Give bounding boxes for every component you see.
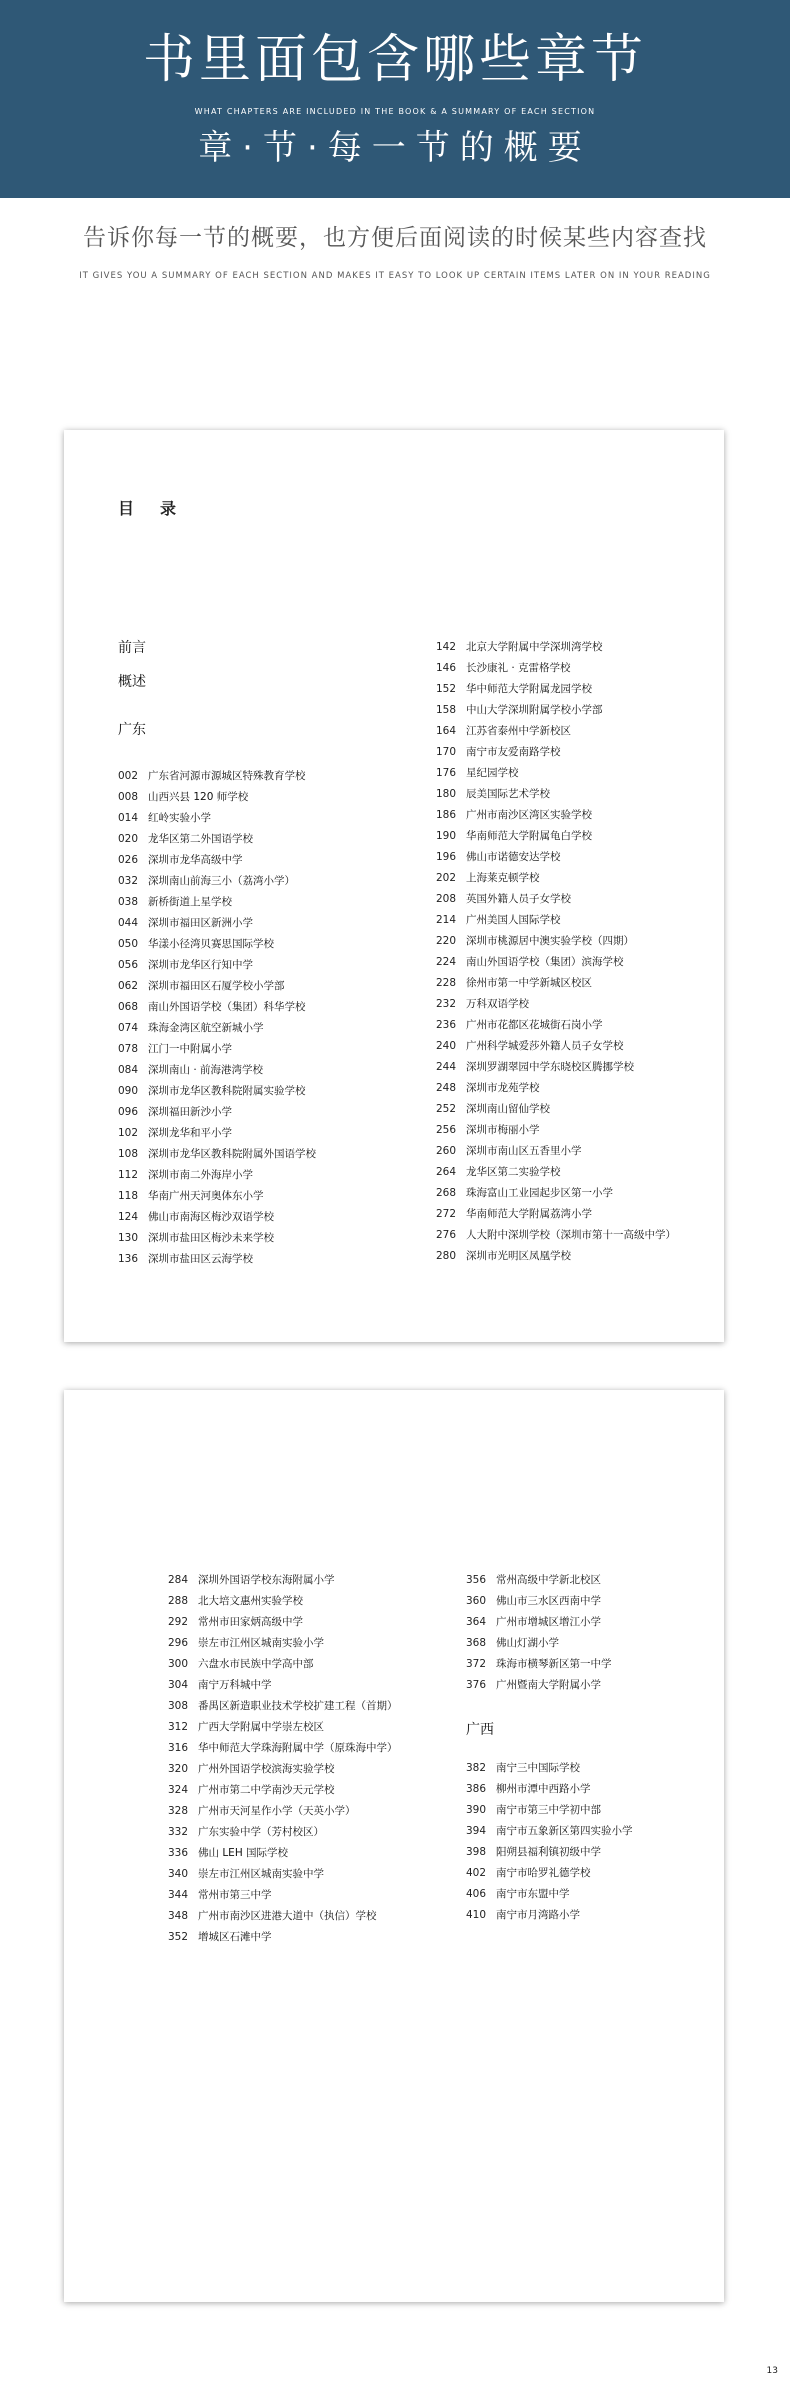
- toc-entry-page-number: 170: [436, 746, 457, 758]
- toc-entry-title: 南宁市五象新区第四实验小学: [496, 1825, 633, 1837]
- toc-entry-page-number: 026: [118, 854, 139, 866]
- toc-entry: [118, 976, 316, 997]
- banner-tagline: 章·节·每一节的概要: [198, 128, 592, 168]
- toc-entry-page-number: 260: [436, 1145, 457, 1157]
- toc-entry: [118, 766, 316, 787]
- toc-entry-title: 珠海市横琴新区第一中学: [496, 1658, 612, 1670]
- toc-entry-title: 珠海富山工业园起步区第一小学: [466, 1187, 613, 1199]
- toc-entry: [466, 1842, 633, 1863]
- toc-entry: [118, 1039, 316, 1060]
- toc-entry-page-number: 074: [118, 1022, 139, 1034]
- toc-entry: [118, 1102, 316, 1123]
- toc-entry-page-number: 320: [168, 1763, 189, 1775]
- toc-entry-title: 阳朔县福利镇初级中学: [496, 1846, 601, 1858]
- toc-entry: [168, 1801, 398, 1822]
- toc-entry-title: 深圳南山 · 前海港湾学校: [148, 1064, 264, 1076]
- toc-entry-page-number: 304: [168, 1679, 189, 1691]
- toc-entry-title: 崇左市江州区城南实验小学: [198, 1637, 324, 1649]
- toc-entry-page-number: 344: [168, 1889, 189, 1901]
- toc-entry-title: 新桥街道上星学校: [148, 896, 232, 908]
- toc-overview: 概述: [118, 674, 146, 690]
- toc-entry: [436, 1078, 676, 1099]
- toc-entry-title: 辰美国际艺术学校: [466, 788, 550, 800]
- toc-entry-page-number: 300: [168, 1658, 189, 1670]
- toc-entry: [436, 847, 676, 868]
- toc-entry: [436, 1057, 676, 1078]
- toc-entry: [168, 1780, 398, 1801]
- toc-entry-title: 江苏省泰州中学新校区: [466, 725, 571, 737]
- toc-entry: [436, 931, 676, 952]
- toc-entry-title: 江门一中附属小学: [148, 1043, 232, 1055]
- toc-entry-title: 深圳外国语学校东海附属小学: [198, 1574, 335, 1586]
- toc-column-left: [118, 766, 316, 1270]
- toc-entry-page-number: 196: [436, 851, 457, 863]
- toc-entry: [118, 871, 316, 892]
- toc-entry: [436, 763, 676, 784]
- toc-entry-title: 广州外国语学校滨海实验学校: [198, 1763, 335, 1775]
- toc-entry-title: 红岭实验小学: [148, 812, 211, 824]
- toc-entry-title: 深圳龙华和平小学: [148, 1127, 232, 1139]
- toc-entry-title: 华南师范大学附属龟白学校: [466, 830, 592, 842]
- toc-page-1: [64, 430, 724, 1342]
- toc-entry-page-number: 068: [118, 1001, 139, 1013]
- toc-entry-title: 南宁市月湾路小学: [496, 1909, 580, 1921]
- toc-entry: [118, 1060, 316, 1081]
- toc-entry: [436, 994, 676, 1015]
- toc-entry-page-number: 336: [168, 1847, 189, 1859]
- toc-entry-page-number: 348: [168, 1910, 189, 1922]
- toc-entry-title: 英国外籍人员子女学校: [466, 893, 571, 905]
- toc-entry-title: 广州市增城区增江小学: [496, 1616, 601, 1628]
- toc-entry-title: 广州市南沙区湾区实验学校: [466, 809, 592, 821]
- toc-section-guangdong: 广东: [118, 722, 146, 738]
- toc-entry: [436, 1099, 676, 1120]
- toc-entry-title: 常州市第三中学: [198, 1889, 272, 1901]
- toc-preface: 前言: [118, 640, 146, 656]
- toc-entry-page-number: 402: [466, 1867, 487, 1879]
- toc-entry-title: 深圳南山留仙学校: [466, 1103, 550, 1115]
- toc-entry: [118, 892, 316, 913]
- toc-entry-page-number: 292: [168, 1616, 189, 1628]
- toc-entry-title: 南山外国语学校（集团）滨海学校: [466, 956, 624, 968]
- toc-entry-page-number: 272: [436, 1208, 457, 1220]
- toc-entry-page-number: 124: [118, 1211, 139, 1223]
- toc-entry-page-number: 214: [436, 914, 457, 926]
- toc-entry: [436, 889, 676, 910]
- toc-entry: [436, 1036, 676, 1057]
- toc-entry: [168, 1738, 398, 1759]
- toc-entry: [118, 787, 316, 808]
- toc-entry: [436, 679, 676, 700]
- intro-text-en: IT GIVES YOU A SUMMARY OF EACH SECTION AND MAKES IT EASY TO LOOK UP CERTAIN ITEMS LATER ON IN YOUR READING: [79, 271, 711, 281]
- toc-entry-page-number: 288: [168, 1595, 189, 1607]
- toc-entry-page-number: 390: [466, 1804, 487, 1816]
- intro-text: 告诉你每一节的概要，也方便后面阅读的时候某些内容查找: [83, 225, 707, 251]
- toc-entry-title: 深圳罗湖翠园中学东晓校区腾挪学校: [466, 1061, 634, 1073]
- toc-entry: [436, 637, 676, 658]
- toc-entry-title: 深圳市龙华区教科院附属外国语学校: [148, 1148, 316, 1160]
- toc-entry-title: 广州科学城爱莎外籍人员子女学校: [466, 1040, 624, 1052]
- toc-entry: [466, 1758, 633, 1779]
- toc-entry: [118, 808, 316, 829]
- toc-entry: [466, 1905, 633, 1926]
- toc-entry-title: 番禺区新造职业技术学校扩建工程（首期）: [198, 1700, 398, 1712]
- toc-entry: [466, 1633, 612, 1654]
- toc-entry-page-number: 084: [118, 1064, 139, 1076]
- toc-entry-title: 佛山 LEH 国际学校: [198, 1847, 289, 1859]
- toc-entry-title: 深圳市龙华区教科院附属实验学校: [148, 1085, 306, 1097]
- toc-entry-title: 佛山市三水区西南中学: [496, 1595, 601, 1607]
- toc-entry-title: 佛山灯湖小学: [496, 1637, 559, 1649]
- toc-entry-title: 六盘水市民族中学高中部: [198, 1658, 314, 1670]
- toc-section-guangxi: 广西: [466, 1722, 494, 1738]
- toc-entry-title: 深圳市南山区五香里小学: [466, 1145, 582, 1157]
- toc-entry: [466, 1675, 612, 1696]
- toc-entry-title: 华南师范大学附属荔湾小学: [466, 1208, 592, 1220]
- toc-entry: [118, 1228, 316, 1249]
- toc-entry-page-number: 180: [436, 788, 457, 800]
- toc-entry-page-number: 190: [436, 830, 457, 842]
- toc-entry: [118, 1123, 316, 1144]
- toc-entry-page-number: 220: [436, 935, 457, 947]
- page-number: 13: [766, 2366, 778, 2376]
- toc-entry-title: 南宁市第三中学初中部: [496, 1804, 601, 1816]
- toc-entry: [466, 1821, 633, 1842]
- toc-entry-page-number: 332: [168, 1826, 189, 1838]
- toc-entry: [436, 868, 676, 889]
- toc-column-left: [168, 1570, 398, 1948]
- toc-entry-page-number: 008: [118, 791, 139, 803]
- toc-entry: [118, 934, 316, 955]
- toc-entry-page-number: 136: [118, 1253, 139, 1265]
- toc-entry-title: 龙华区第二实验学校: [466, 1166, 561, 1178]
- toc-entry: [466, 1654, 612, 1675]
- toc-entry-title: 深圳市龙苑学校: [466, 1082, 540, 1094]
- toc-entry-title: 上海莱克顿学校: [466, 872, 540, 884]
- toc-entry-title: 山西兴县 120 师学校: [148, 791, 249, 803]
- toc-entry-page-number: 002: [118, 770, 139, 782]
- toc-entry: [118, 955, 316, 976]
- toc-entry: [118, 1018, 316, 1039]
- toc-heading: 目录: [118, 499, 203, 518]
- toc-entry: [168, 1633, 398, 1654]
- toc-entry-page-number: 014: [118, 812, 139, 824]
- toc-entry: [168, 1675, 398, 1696]
- toc-entry-title: 南宁万科城中学: [198, 1679, 272, 1691]
- toc-entry-title: 星纪园学校: [466, 767, 519, 779]
- toc-entry: [466, 1800, 633, 1821]
- toc-entry-title: 华中师范大学珠海附属中学（原珠海中学）: [198, 1742, 398, 1754]
- toc-entry-title: 北京大学附属中学深圳湾学校: [466, 641, 603, 653]
- toc-entry-page-number: 158: [436, 704, 457, 716]
- toc-entry: [118, 1207, 316, 1228]
- toc-entry-title: 珠海金湾区航空新城小学: [148, 1022, 264, 1034]
- toc-entry: [466, 1884, 633, 1905]
- toc-entry: [168, 1612, 398, 1633]
- toc-entry-title: 广东实验中学（芳村校区）: [198, 1826, 324, 1838]
- toc-entry: [168, 1906, 398, 1927]
- toc-entry: [168, 1864, 398, 1885]
- toc-entry: [168, 1591, 398, 1612]
- toc-entry-page-number: 364: [466, 1616, 487, 1628]
- toc-entry: [436, 1246, 676, 1267]
- toc-entry: [436, 784, 676, 805]
- toc-entry-title: 深圳市盐田区梅沙未来学校: [148, 1232, 274, 1244]
- toc-entry-title: 南宁三中国际学校: [496, 1762, 580, 1774]
- toc-entry: [168, 1759, 398, 1780]
- toc-entry: [168, 1843, 398, 1864]
- toc-entry-title: 深圳市龙华区行知中学: [148, 959, 253, 971]
- toc-entry-title: 深圳南山前海三小（荔湾小学）: [148, 875, 295, 887]
- toc-entry-title: 深圳市盐田区云海学校: [148, 1253, 253, 1265]
- toc-entry-page-number: 186: [436, 809, 457, 821]
- toc-column-right: [436, 637, 676, 1267]
- toc-entry-title: 广西大学附属中学崇左校区: [198, 1721, 324, 1733]
- toc-entry-page-number: 228: [436, 977, 457, 989]
- toc-entry: [436, 1120, 676, 1141]
- toc-entry-title: 深圳市梅丽小学: [466, 1124, 540, 1136]
- toc-entry: [168, 1822, 398, 1843]
- toc-entry-page-number: 038: [118, 896, 139, 908]
- toc-entry-page-number: 244: [436, 1061, 457, 1073]
- toc-entry-page-number: 108: [118, 1148, 139, 1160]
- toc-entry: [436, 1183, 676, 1204]
- toc-entry-title: 深圳市光明区凤凰学校: [466, 1250, 571, 1262]
- toc-entry: [118, 850, 316, 871]
- toc-entry-title: 华漾小径湾贝赛思国际学校: [148, 938, 274, 950]
- toc-entry-page-number: 352: [168, 1931, 189, 1943]
- toc-entry-page-number: 376: [466, 1679, 487, 1691]
- toc-entry-title: 崇左市江州区城南实验中学: [198, 1868, 324, 1880]
- toc-entry-page-number: 356: [466, 1574, 487, 1586]
- toc-entry-page-number: 202: [436, 872, 457, 884]
- toc-entry: [118, 1165, 316, 1186]
- toc-entry: [436, 1162, 676, 1183]
- toc-entry-page-number: 044: [118, 917, 139, 929]
- toc-entry-page-number: 296: [168, 1637, 189, 1649]
- toc-entry: [168, 1927, 398, 1948]
- toc-entry-page-number: 386: [466, 1783, 487, 1795]
- toc-entry: [466, 1570, 612, 1591]
- toc-entry: [168, 1717, 398, 1738]
- toc-entry: [168, 1885, 398, 1906]
- header-banner: [0, 0, 790, 198]
- toc-entry-title: 常州高级中学新北校区: [496, 1574, 601, 1586]
- toc-entry-title: 徐州市第一中学新城区校区: [466, 977, 592, 989]
- banner-title: 书里面包含哪些章节: [142, 30, 647, 90]
- toc-entry-title: 常州市田家炳高级中学: [198, 1616, 303, 1628]
- toc-entry-page-number: 308: [168, 1700, 189, 1712]
- toc-entry-title: 佛山市南海区梅沙双语学校: [148, 1211, 274, 1223]
- toc-entry: [436, 658, 676, 679]
- toc-entry-page-number: 312: [168, 1721, 189, 1733]
- toc-entry-page-number: 324: [168, 1784, 189, 1796]
- toc-entry: [466, 1863, 633, 1884]
- toc-entry-title: 万科双语学校: [466, 998, 529, 1010]
- toc-entry: [436, 1141, 676, 1162]
- toc-entry-page-number: 056: [118, 959, 139, 971]
- toc-entry-title: 华中师范大学附属龙园学校: [466, 683, 592, 695]
- toc-entry: [436, 700, 676, 721]
- toc-entry-title: 广东省河源市源城区特殊教育学校: [148, 770, 306, 782]
- toc-entry-page-number: 240: [436, 1040, 457, 1052]
- toc-entry-page-number: 032: [118, 875, 139, 887]
- toc-entry-title: 深圳市桃源居中澳实验学校（四期）: [466, 935, 634, 947]
- toc-entry-title: 南山外国语学校（集团）科华学校: [148, 1001, 306, 1013]
- toc-entry-page-number: 410: [466, 1909, 487, 1921]
- toc-entry: [436, 805, 676, 826]
- toc-entry-page-number: 102: [118, 1127, 139, 1139]
- toc-entry: [436, 910, 676, 931]
- toc-entry: [118, 1249, 316, 1270]
- toc-entry-title: 柳州市潭中西路小学: [496, 1783, 591, 1795]
- toc-entry-page-number: 252: [436, 1103, 457, 1115]
- toc-entry: [168, 1570, 398, 1591]
- toc-entry-page-number: 208: [436, 893, 457, 905]
- toc-entry-page-number: 176: [436, 767, 457, 779]
- toc-entry: [436, 826, 676, 847]
- toc-entry-page-number: 276: [436, 1229, 457, 1241]
- toc-page-2: [64, 1390, 724, 2302]
- toc-entry: [168, 1654, 398, 1675]
- toc-entry-title: 人大附中深圳学校（深圳市第十一高级中学）: [466, 1229, 676, 1241]
- toc-entry-title: 龙华区第二外国语学校: [148, 833, 253, 845]
- toc-entry: [436, 742, 676, 763]
- toc-entry: [436, 721, 676, 742]
- toc-entry-page-number: 256: [436, 1124, 457, 1136]
- toc-entry-page-number: 232: [436, 998, 457, 1010]
- toc-entry-page-number: 382: [466, 1762, 487, 1774]
- toc-entry-title: 广州市第二中学南沙天元学校: [198, 1784, 335, 1796]
- toc-entry-title: 中山大学深圳附属学校小学部: [466, 704, 603, 716]
- toc-entry-title: 南宁市东盟中学: [496, 1888, 570, 1900]
- toc-entry-page-number: 142: [436, 641, 457, 653]
- toc-entry: [168, 1696, 398, 1717]
- toc-entry-title: 南宁市友爱南路学校: [466, 746, 561, 758]
- toc-entry: [466, 1779, 633, 1800]
- toc-entry-page-number: 248: [436, 1082, 457, 1094]
- toc-entry: [118, 1144, 316, 1165]
- toc-entry: [436, 1204, 676, 1225]
- toc-entry-page-number: 130: [118, 1232, 139, 1244]
- toc-entry-page-number: 112: [118, 1169, 139, 1181]
- toc-entry-title: 北大培文惠州实验学校: [198, 1595, 303, 1607]
- toc-entry-page-number: 316: [168, 1742, 189, 1754]
- toc-column-right-bottom: [466, 1758, 633, 1926]
- toc-entry-page-number: 078: [118, 1043, 139, 1055]
- toc-entry-page-number: 340: [168, 1868, 189, 1880]
- toc-entry: [118, 829, 316, 850]
- banner-subtitle-en: WHAT CHAPTERS ARE INCLUDED IN THE BOOK & A SUMMARY OF EACH SECTION: [194, 107, 596, 116]
- toc-entry: [118, 1186, 316, 1207]
- toc-entry: [466, 1612, 612, 1633]
- toc-entry-page-number: 118: [118, 1190, 139, 1202]
- toc-entry-title: 广州暨南大学附属小学: [496, 1679, 601, 1691]
- toc-entry: [436, 952, 676, 973]
- toc-entry-page-number: 096: [118, 1106, 139, 1118]
- toc-entry-title: 南宁市哈罗礼德学校: [496, 1867, 591, 1879]
- toc-entry-title: 深圳福田新沙小学: [148, 1106, 232, 1118]
- toc-entry-title: 增城区石滩中学: [198, 1931, 272, 1943]
- toc-entry-page-number: 062: [118, 980, 139, 992]
- toc-entry-page-number: 146: [436, 662, 457, 674]
- toc-entry-title: 佛山市诺德安达学校: [466, 851, 561, 863]
- toc-entry-title: 长沙康礼 · 克雷格学校: [466, 662, 571, 674]
- toc-entry-page-number: 398: [466, 1846, 487, 1858]
- toc-entry-page-number: 372: [466, 1658, 487, 1670]
- toc-entry-page-number: 284: [168, 1574, 189, 1586]
- toc-entry-page-number: 360: [466, 1595, 487, 1607]
- toc-entry: [466, 1591, 612, 1612]
- toc-entry-title: 深圳市福田区新洲小学: [148, 917, 253, 929]
- toc-entry-page-number: 406: [466, 1888, 487, 1900]
- toc-entry-title: 广州市南沙区进港大道中（执信）学校: [198, 1910, 377, 1922]
- toc-entry-page-number: 268: [436, 1187, 457, 1199]
- toc-entry-title: 华南广州天河奥体东小学: [148, 1190, 264, 1202]
- toc-entry: [436, 1015, 676, 1036]
- toc-entry-page-number: 368: [466, 1637, 487, 1649]
- toc-column-right-top: [466, 1570, 612, 1696]
- toc-entry-page-number: 264: [436, 1166, 457, 1178]
- toc-entry: [118, 997, 316, 1018]
- toc-entry-page-number: 090: [118, 1085, 139, 1097]
- toc-entry-title: 广州美国人国际学校: [466, 914, 561, 926]
- toc-entry-page-number: 224: [436, 956, 457, 968]
- toc-entry-title: 广州市天河星作小学（天英小学）: [198, 1805, 356, 1817]
- toc-entry-page-number: 050: [118, 938, 139, 950]
- toc-entry: [436, 1225, 676, 1246]
- toc-entry-page-number: 020: [118, 833, 139, 845]
- toc-entry-title: 广州市花都区花城街石岗小学: [466, 1019, 603, 1031]
- toc-entry-page-number: 328: [168, 1805, 189, 1817]
- toc-entry-title: 深圳市龙华高级中学: [148, 854, 243, 866]
- toc-entry-page-number: 280: [436, 1250, 457, 1262]
- toc-entry: [436, 973, 676, 994]
- toc-entry-page-number: 152: [436, 683, 457, 695]
- toc-entry: [118, 913, 316, 934]
- toc-entry-page-number: 394: [466, 1825, 487, 1837]
- toc-entry-title: 深圳市南二外海岸小学: [148, 1169, 253, 1181]
- toc-entry-page-number: 236: [436, 1019, 457, 1031]
- toc-entry-title: 深圳市福田区石厦学校小学部: [148, 980, 285, 992]
- toc-entry: [118, 1081, 316, 1102]
- toc-entry-page-number: 164: [436, 725, 457, 737]
